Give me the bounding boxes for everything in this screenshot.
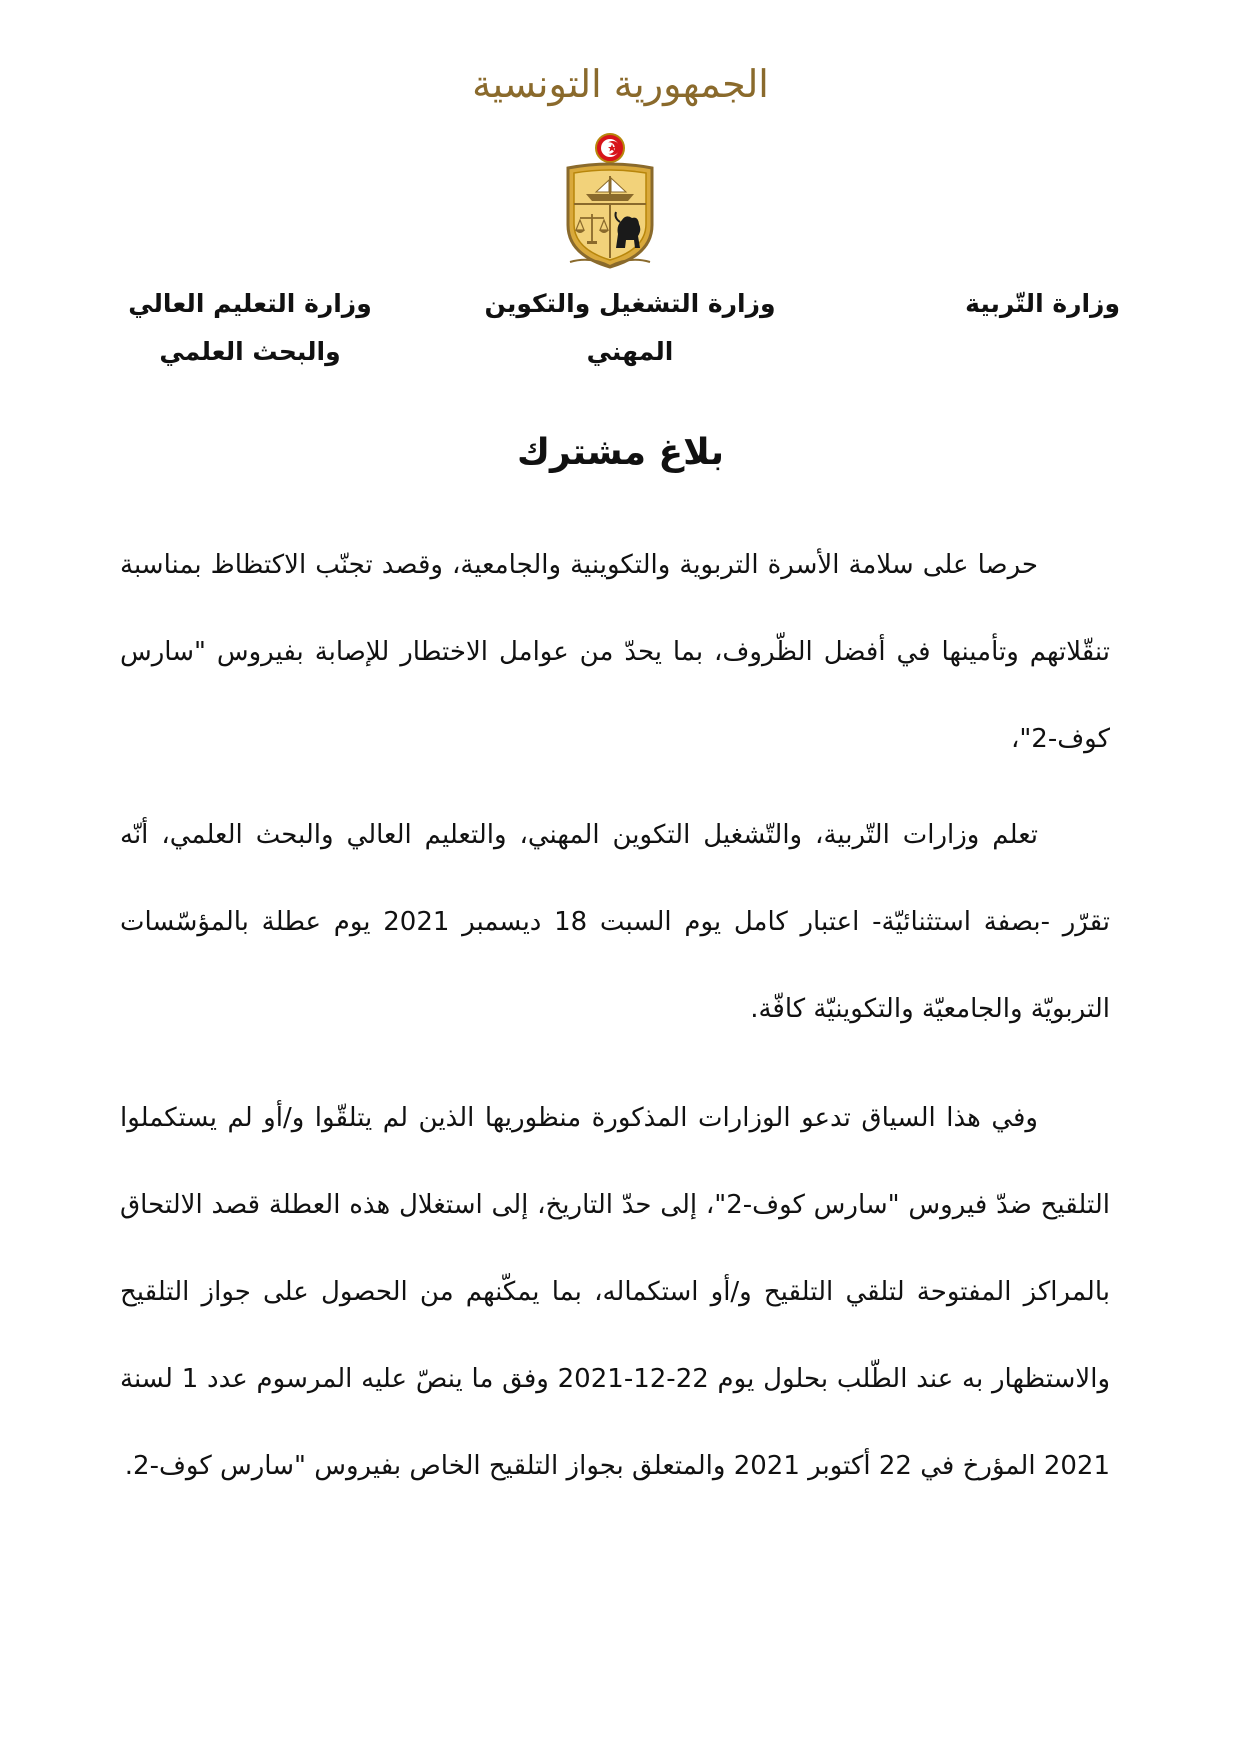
ministry-higher-education-name: وزارة التعليم العالي [128,289,372,318]
tunisia-coat-of-arms-icon [560,130,660,270]
ministry-education [960,280,1120,328]
ministry-higher-education-name-line2: والبحث العلمي [159,337,341,366]
ministry-employment [460,280,800,376]
paragraph-3 [120,1075,1110,1510]
state-name-calligraphy: الجمهورية التونسية [472,62,769,106]
paragraph-1-text: حرصا على سلامة الأسرة التربوية والتكوينية والجامعية، وقصد تجنّب الاكتظاظ بمناسبة تنقّلاتهم وتأمينها في أفضل الظّروف، بما يحدّ من عوامل الاختطار للإصابة بفيروس "سارس كوف-2"، [120,550,1110,754]
ministry-higher-education [120,280,380,376]
paragraph-1 [120,522,1110,783]
ministry-employment-name: وزارة التشغيل والتكوين المهني [484,289,776,366]
paragraph-2-text: تعلم وزارات التّربية، والتّشغيل التكوين المهني، والتعليم العالي والبحث العلمي، أنّه تقرّر -بصفة استثنائيّة- اعتبار كامل يوم السبت 18 ديسمبر 2021 يوم عطلة بالمؤسّسات التربويّة والجامعيّة والتكوينيّة كافّة. [120,820,1110,1024]
ministry-education-name: وزارة التّربية [965,289,1120,318]
paragraph-3-text: وفي هذا السياق تدعو الوزارات المذكورة منظوريها الذين لم يتلقّوا و/أو لم يستكملوا التلقيح ضدّ فيروس "سارس كوف-2"، إلى حدّ التاريخ، إلى استغلال هذه العطلة قصد الالتحاق بالمراكز المفتوحة لتلقي التلقيح و/أو استكماله، بما يمكّنهم من الحصول على جواز التلقيح والاستظهار به عند الطّلب بحلول يوم 22-12-2021 وفق ما ينصّ عليه المرسوم عدد 1 لسنة 2021 المؤرخ في 22 أكتوبر 2021 والمتعلق بجواز التلقيح الخاص بفيروس "سارس كوف-2. [120,1103,1110,1481]
paragraph-2 [120,792,1110,1053]
ministries-header [120,280,1120,380]
communique-title: بلاغ مشترك [517,432,724,473]
